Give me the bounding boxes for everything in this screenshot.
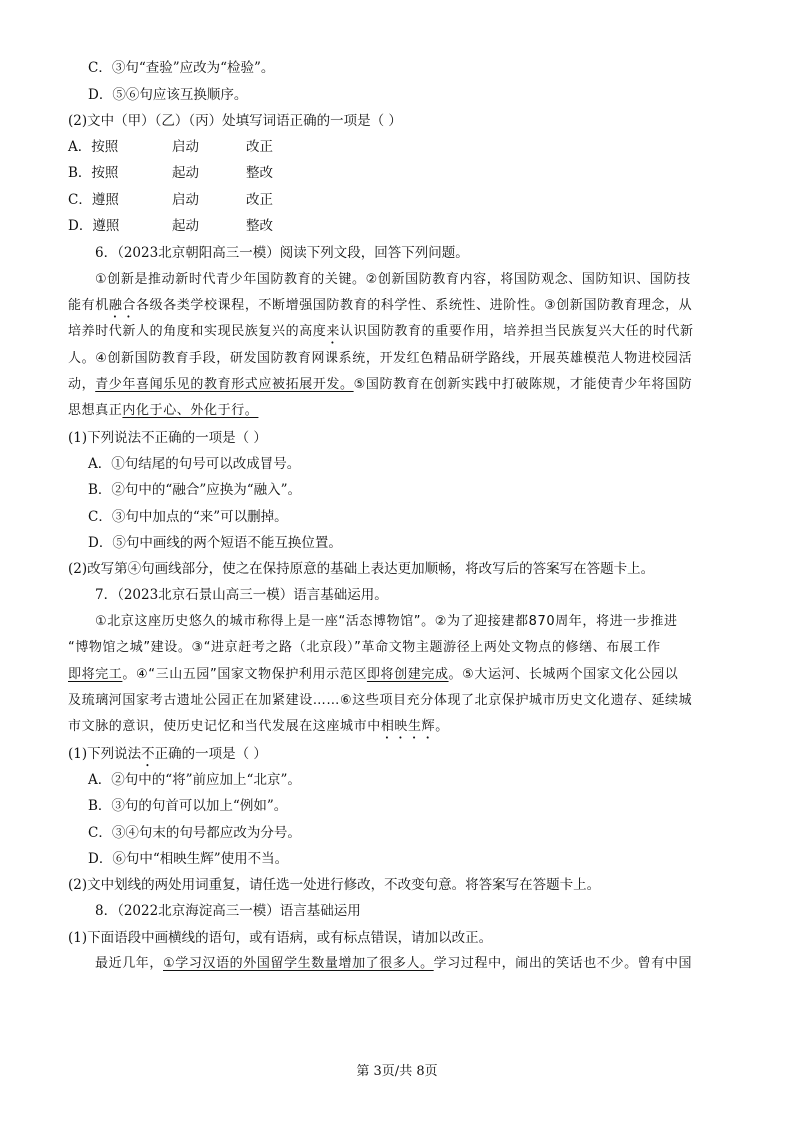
q7-passage-line-1: ①北京这座历史悠久的城市称得上是一座“活态博物馆”。②为了迎接建都870周年，将进一步推进: [95, 614, 678, 629]
q6-passage-line-3: [68, 322, 694, 347]
dotted-word-lai: 来: [326, 324, 341, 339]
text-span: 培养时代新人的角度和实现民族复兴的高度: [68, 324, 327, 339]
q7-passage-line-4: 及琉璃河国家考古遗址公园正在加紧建设……⑥这些项目充分体现了北京保护城市历史文化遗存、延续城: [68, 693, 693, 708]
question-8-1: (1)下面语段中画横线的语句，或有语病，或有标点错误，请加以改正。: [68, 930, 493, 946]
text-span: 最近几年，: [95, 956, 164, 971]
text-span: 能有机: [68, 298, 109, 313]
q8-passage-line-1: [95, 954, 692, 974]
option-c-word3: 改正: [246, 192, 273, 208]
option-b-word1: B．按照: [68, 165, 119, 181]
option-d-word1: D．遵照: [68, 218, 120, 234]
q7-option-c: C．③④句末的句号都应改为分号。: [88, 825, 301, 841]
text-span: 正确的一项是（ ）: [154, 746, 267, 762]
option-c-word1: C．遵照: [68, 192, 119, 208]
option-d-word2: 起动: [172, 218, 199, 234]
option-a-word3: 改正: [246, 139, 273, 155]
option-d-word3: 整改: [246, 218, 273, 234]
q7-option-b: B．③句的句首可以加上“例如”。: [88, 798, 288, 814]
text-span: 各级各类学校课程，不断增强国防教育的科学性、系统性、进阶性。③创新国防教育理念，从: [136, 298, 693, 313]
question-6-2: (2)改写第④句画线部分，使之在保持原意的基础上表达更加顺畅，将改写后的答案写在答题卡上。: [68, 561, 655, 577]
text-span: 。④“三山五园”国家文物保护利用示范区: [122, 667, 367, 682]
question-7-2: (2)文中划线的两处用词重复，请任选一处进行修改，不改变句意。将答案写在答题卡上。: [68, 877, 601, 893]
text-span: 学习过程中，闹出的笑话也不少。曾有中国: [433, 956, 693, 971]
question-7-1: [68, 744, 267, 770]
q6-passage-line-6: [68, 401, 258, 421]
option-b-word2: 起动: [172, 165, 199, 181]
q6-passage-line-1: ①创新是推动新时代青少年国防教育的关键。②创新国防教育内容，将国防观念、国防知识、国防技: [95, 272, 691, 287]
dotted-word-bu: 不: [141, 746, 155, 762]
q6-passage-line-5: [68, 375, 692, 395]
underlined-sentence-4: 青少年喜闻乐见的教育形式应被拓展开发。: [95, 377, 354, 392]
text-span: 认识国防教育的重要作用，培养担当民族复兴大任的时代新: [340, 324, 694, 339]
question-8-heading: 8．（2022北京海淀高三一模）语言基础运用: [95, 903, 361, 919]
question-6-1: (1)下列说法不正确的一项是（ ）: [68, 430, 267, 446]
text-span: (1)下列说法: [68, 746, 142, 762]
dotted-word-xiangyingshenghui: 相映生辉: [380, 719, 436, 734]
q7-passage-line-2: “博物馆之城”建设。③“进京赶考之路（北京段）”革命文物主题游径上两处文物点的修缮、布展工作: [68, 640, 661, 655]
q6-option-c: C．③句中加点的“来”可以删掉。: [88, 509, 288, 525]
q6-passage-line-4: 人。④创新国防教育手段，研发国防教育网课系统，开发红色精品研学路线，开展英雄模范人物进校园活: [68, 351, 693, 366]
dotted-word-ronghe: 融合: [108, 298, 137, 313]
underlined-jijiang-2: 即将创建完成: [366, 667, 449, 682]
option-c-word2: 启动: [172, 192, 199, 208]
text-span: ⑤国防教育在创新实践中打破陈规，才能使青少年将国防: [353, 377, 693, 392]
option-a-word1: A．按照: [68, 139, 119, 155]
text-span: 动，: [68, 377, 96, 392]
text-span: 市文脉的意识，使历史记忆和当代发展在这座城市中: [68, 719, 381, 734]
question-6-heading: 6．（2023北京朝阳高三一模）阅读下列文段，回答下列问题。: [95, 245, 469, 261]
question-7-heading: 7．（2023北京石景山高三一模）语言基础运用。: [95, 587, 388, 603]
underlined-phrases-5: 内化于心、外化于行。: [122, 403, 259, 418]
q6-option-b: B．②句中的“融合”应换为“融入”。: [88, 482, 302, 498]
q7-option-a: A．②句中的“将”前应加上“北京”。: [88, 772, 301, 788]
option-b-word3: 整改: [246, 165, 273, 181]
question-5-2: (2)文中（甲）（乙）（丙）处填写词语正确的一项是（ ）: [68, 113, 402, 129]
option-c-q5: C．③句“查验”应改为“检验”。: [88, 60, 275, 76]
q7-passage-line-5: [68, 717, 449, 742]
q6-option-d: D．⑤句中画线的两个短语不能互换位置。: [88, 535, 342, 551]
option-d-q5: D．⑤⑥句应该互换顺序。: [88, 87, 248, 103]
text-span: 。: [435, 719, 449, 734]
underlined-jijiang-1: 即将完工: [68, 667, 123, 682]
q7-passage-line-3: [68, 665, 678, 685]
q7-option-d: D．⑥句中“相映生辉”使用不当。: [88, 851, 289, 867]
text-span: 。⑤大运河、长城两个国家文化公园以: [448, 667, 679, 682]
text-span: 思想真正: [68, 403, 123, 418]
underlined-sentence-1: ①学习汉语的外国留学生数量增加了很多人。: [163, 956, 434, 971]
q6-option-a: A．①句结尾的句号可以改成冒号。: [88, 456, 301, 472]
page-number-footer: 第 3页/共 8页: [356, 1064, 438, 1079]
q6-passage-line-2: [68, 296, 692, 321]
option-a-word2: 启动: [172, 139, 199, 155]
